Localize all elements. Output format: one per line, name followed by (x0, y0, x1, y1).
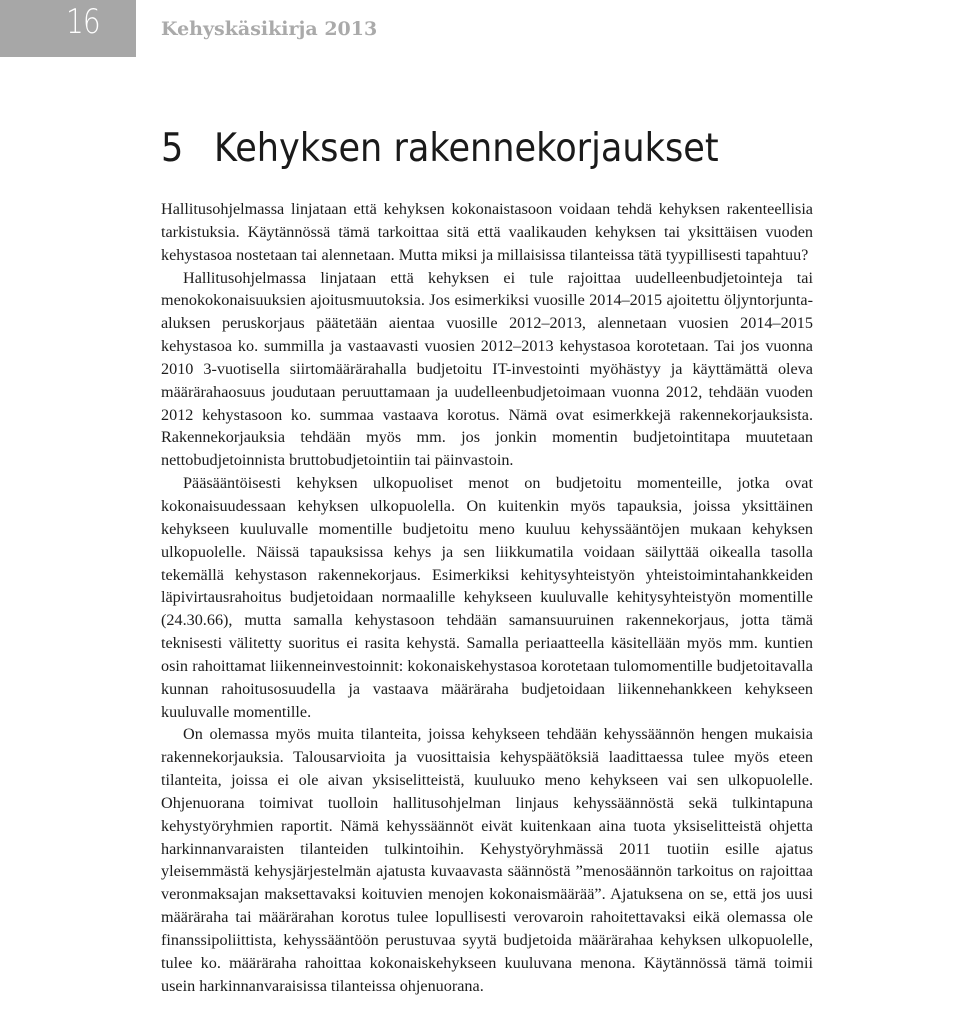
paragraph-off-frame-expenses: Pääsääntöisesti kehyksen ulkopuoliset menot on budjetoitu momenteille, jotka ovat kokonaisuudessaan kehyksen ulkopuolella. On kuitenkin myös tapauksia, joissa yksittäinen kehykseen kuuluvalle momentille budjetoitu meno kuuluu kehyssääntöjen mukaan kehyksen ulkopuolelle. Näissä tapauksissa kehys ja sen liikkumatila voidaan säilyttää oikealla tasolla tekemällä kehystason rakennekorjaus. Esimerkiksi kehitysyhteistyön yhteistoimintahankkeiden läpivirtausrahoitus budjetoidaan normaalille kehykseen kuuluvalle kehitysyhteistyön momentille (24.30.66), mutta samalla kehystasoon tehdään samansuuruinen rakennekorjaus, jotta tämä teknisesti välitetty suoritus ei rasita kehystä. Samalla periaatteella käsitellään myös mm. kuntien osin rahoittamat liikenneinvestoinnit: kokonaiskehystasoa korotetaan tulomomentille budjetoitavalla kunnan rahoitusosuudella ja vastaava määräraha budjetoidaan liikennehankkeen kehykseen kuuluvalle momentille. (161, 474, 813, 721)
page-number: 16 (66, 2, 100, 42)
chapter-title-text: Kehyksen rakennekorjaukset (213, 126, 719, 171)
running-title: Kehyskäsikirja 2013 (161, 18, 378, 40)
chapter-title (161, 124, 719, 174)
body-text (161, 198, 813, 998)
chapter-number: 5 (161, 126, 184, 171)
paragraph-reallocation: Hallitusohjelmassa linjataan että kehyksen ei tule rajoittaa uudelleenbudjetointeja tai menokokonaisuuksien ajoitusmuutoksia. Jos esimerkiksi vuosille 2014–2015 ajoitettu öljyntorjunta-aluksen peruskorjaus päätetään aientaa vuosille 2012–2013, alennetaan vuosien 2014–2015 kehystasoa ko. summilla ja vastaavasti vuosien 2012–2013 kehystasoa korotetaan. Tai jos vuonna 2010 3-vuotisella siirtomäärärahalla budjetoitu IT-investointi myöhästyy ja käyttämättä oleva määrärahaosuus joudutaan peruuttamaan ja uudelleenbudjetoimaan vuonna 2012, tehdään vuoden 2012 kehystasoon ko. summaa vastaava korotus. Nämä ovat esimerkkejä rakennekorjauksista. Rakennekorjauksia tehdään myös mm. jos jonkin momentin budjetointitapa muutetaan nettobudjetoinnista bruttobudjetointiin tai päinvastoin. (161, 268, 813, 470)
paragraph-intro: Hallitusohjelmassa linjataan että kehyksen kokonaistasoon voidaan tehdä kehyksen rakenteellisia tarkistuksia. Käytännössä tämä tarkoittaa sitä että vaalikauden kehyksen tai yksittäisen vuoden kehystasoa nostetaan tai alennetaan. Mutta miksi ja millaisissa tilanteissa tätä tyypillisesti tapahtuu? (161, 200, 813, 264)
paragraph-other-situations: On olemassa myös muita tilanteita, joissa kehykseen tehdään kehyssäännön hengen mukaisia rakennekorjauksia. Talousarvioita ja vuosittaisia kehyspäätöksiä laadittaessa tulee myös eteen tilanteita, joissa ei ole aivan yksiselitteistä, kuuluuko meno kehykseen vai sen ulkopuolelle. Ohjenuorana toimivat tuolloin hallitusohjelman linjaus kehyssäännöstä sekä tulkintapuna kehystyöryhmien raportit. Nämä kehyssäännöt eivät kuitenkaan aina tuota yksiselitteistä ohjetta harkinnanvaraisten tilanteiden tulkintoihin. Kehystyöryhmässä 2011 tuotiin esille ajatus yleisemmästä kehysjärjestelmän ajatusta kuvaavasta säännöstä ”menosäännön tarkoitus on rajoittaa veronmaksajan maksettavaksi koituvien menojen kokonaismäärää”. Ajatuksena on se, että jos uusi määräraha tai määrärahan korotus tulee lopullisesti verovaroin rahoitettavaksi eikä olemassa ole finanssipoliittista, kehyssääntöön perustuvaa syytä budjetoida määrärahaa kehyksen ulkopuolelle, tulee ko. määräraha rahoittaa kokonaiskehykseen kuuluvana menona. Käytännössä tämä toimii usein harkinnanvaraisissa tilanteissa ohjenuorana. (161, 725, 813, 995)
page-number-tab (0, 0, 136, 57)
